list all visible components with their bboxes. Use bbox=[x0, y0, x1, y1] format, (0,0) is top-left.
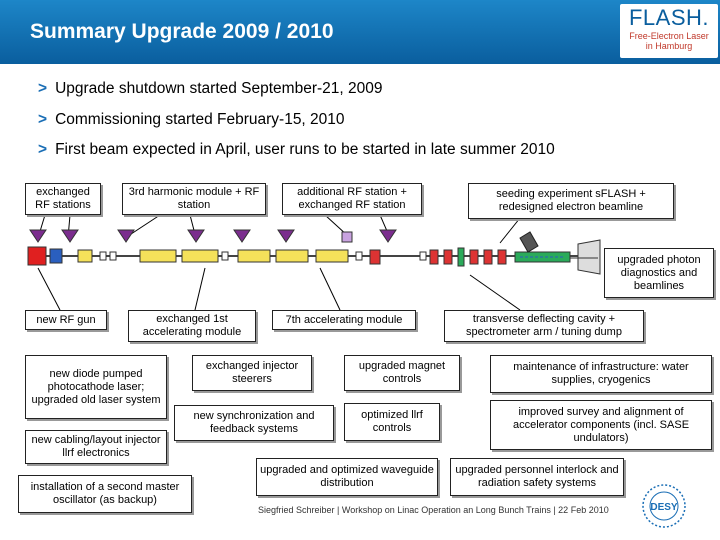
desy-logo bbox=[640, 482, 688, 530]
label-magnet-controls: upgraded magnet controls bbox=[344, 355, 460, 391]
rf-station-icon bbox=[234, 230, 250, 242]
rf-station-icon bbox=[30, 230, 46, 242]
label-injector-steerers: exchanged injector steerers bbox=[192, 355, 312, 391]
label-cabling: new cabling/layout injector llrf electronics bbox=[25, 430, 167, 464]
module-icon bbox=[78, 250, 92, 262]
label-additional-rf: additional RF station + exchanged RF station bbox=[282, 183, 422, 215]
logo-main-text: FLASH. bbox=[628, 5, 710, 30]
label-diode-laser: new diode pumped photocathode laser; upgraded old laser system bbox=[25, 355, 167, 419]
bullet-text: Commissioning started February-15, 2010 bbox=[55, 111, 345, 128]
label-rf-stations: exchanged RF stations bbox=[25, 183, 101, 215]
dump-icon bbox=[520, 232, 538, 252]
bullet-arrow-icon: > bbox=[38, 111, 48, 128]
bullet-text: Upgrade shutdown started September-21, 2009 bbox=[55, 80, 383, 97]
label-third-harmonic: 3rd harmonic module + RF station bbox=[122, 183, 266, 215]
label-master-oscillator: installation of a second master oscillator (as backup) bbox=[18, 475, 192, 513]
rf-station-icon bbox=[188, 230, 204, 242]
rf-station-icons bbox=[30, 230, 396, 242]
page-title: Summary Upgrade 2009 / 2010 bbox=[30, 20, 334, 43]
module-icon bbox=[276, 250, 308, 262]
label-deflecting-cavity: transverse deflecting cavity + spectrometer arm / tuning dump bbox=[444, 310, 644, 342]
label-first-module: exchanged 1st accelerating module bbox=[128, 310, 256, 342]
rf-station-icon bbox=[118, 230, 134, 242]
footer-text: Siegfried Schreiber | Workshop on Linac Operation an Long Bunch Trains | 22 Feb 2010 bbox=[258, 505, 609, 515]
label-interlock: upgraded personnel interlock and radiation safety systems bbox=[450, 458, 624, 496]
gun-module-icon bbox=[50, 249, 62, 263]
bullet-arrow-icon: > bbox=[38, 141, 48, 158]
label-waveguide: upgraded and optimized waveguide distribution bbox=[256, 458, 438, 496]
bullet-text: First beam expected in April, user runs to be started in late summer 2010 bbox=[55, 141, 555, 158]
desy-logo-text: DESY bbox=[650, 502, 678, 513]
logo-sub-text-2: in Hamburg bbox=[645, 41, 693, 51]
module-icon bbox=[316, 250, 348, 262]
label-maintenance: maintenance of infrastructure: water supplies, cryogenics bbox=[490, 355, 712, 393]
label-synchronization: new synchronization and feedback systems bbox=[174, 405, 334, 441]
label-rf-gun: new RF gun bbox=[25, 310, 107, 330]
logo-sub-text-1: Free-Electron Laser bbox=[629, 31, 709, 41]
rf-station-icon bbox=[62, 230, 78, 242]
photon-hall-icon bbox=[578, 240, 600, 274]
label-seeding: seeding experiment sFLASH + redesigned electron beamline bbox=[468, 183, 674, 219]
label-seventh-module: 7th accelerating module bbox=[272, 310, 416, 330]
label-photon-diagnostics: upgraded photon diagnostics and beamlines bbox=[604, 248, 714, 298]
module-icon bbox=[140, 250, 176, 262]
bullet-arrow-icon: > bbox=[38, 80, 48, 97]
rf-station-icon bbox=[278, 230, 294, 242]
module-icon bbox=[238, 250, 270, 262]
label-survey: improved survey and alignment of accelerator components (incl. SASE undulators) bbox=[490, 400, 712, 450]
rf-gun-icon bbox=[28, 247, 46, 265]
module-icon bbox=[182, 250, 218, 262]
rf-station-icon bbox=[380, 230, 396, 242]
label-llrf-controls: optimized llrf controls bbox=[344, 403, 440, 441]
